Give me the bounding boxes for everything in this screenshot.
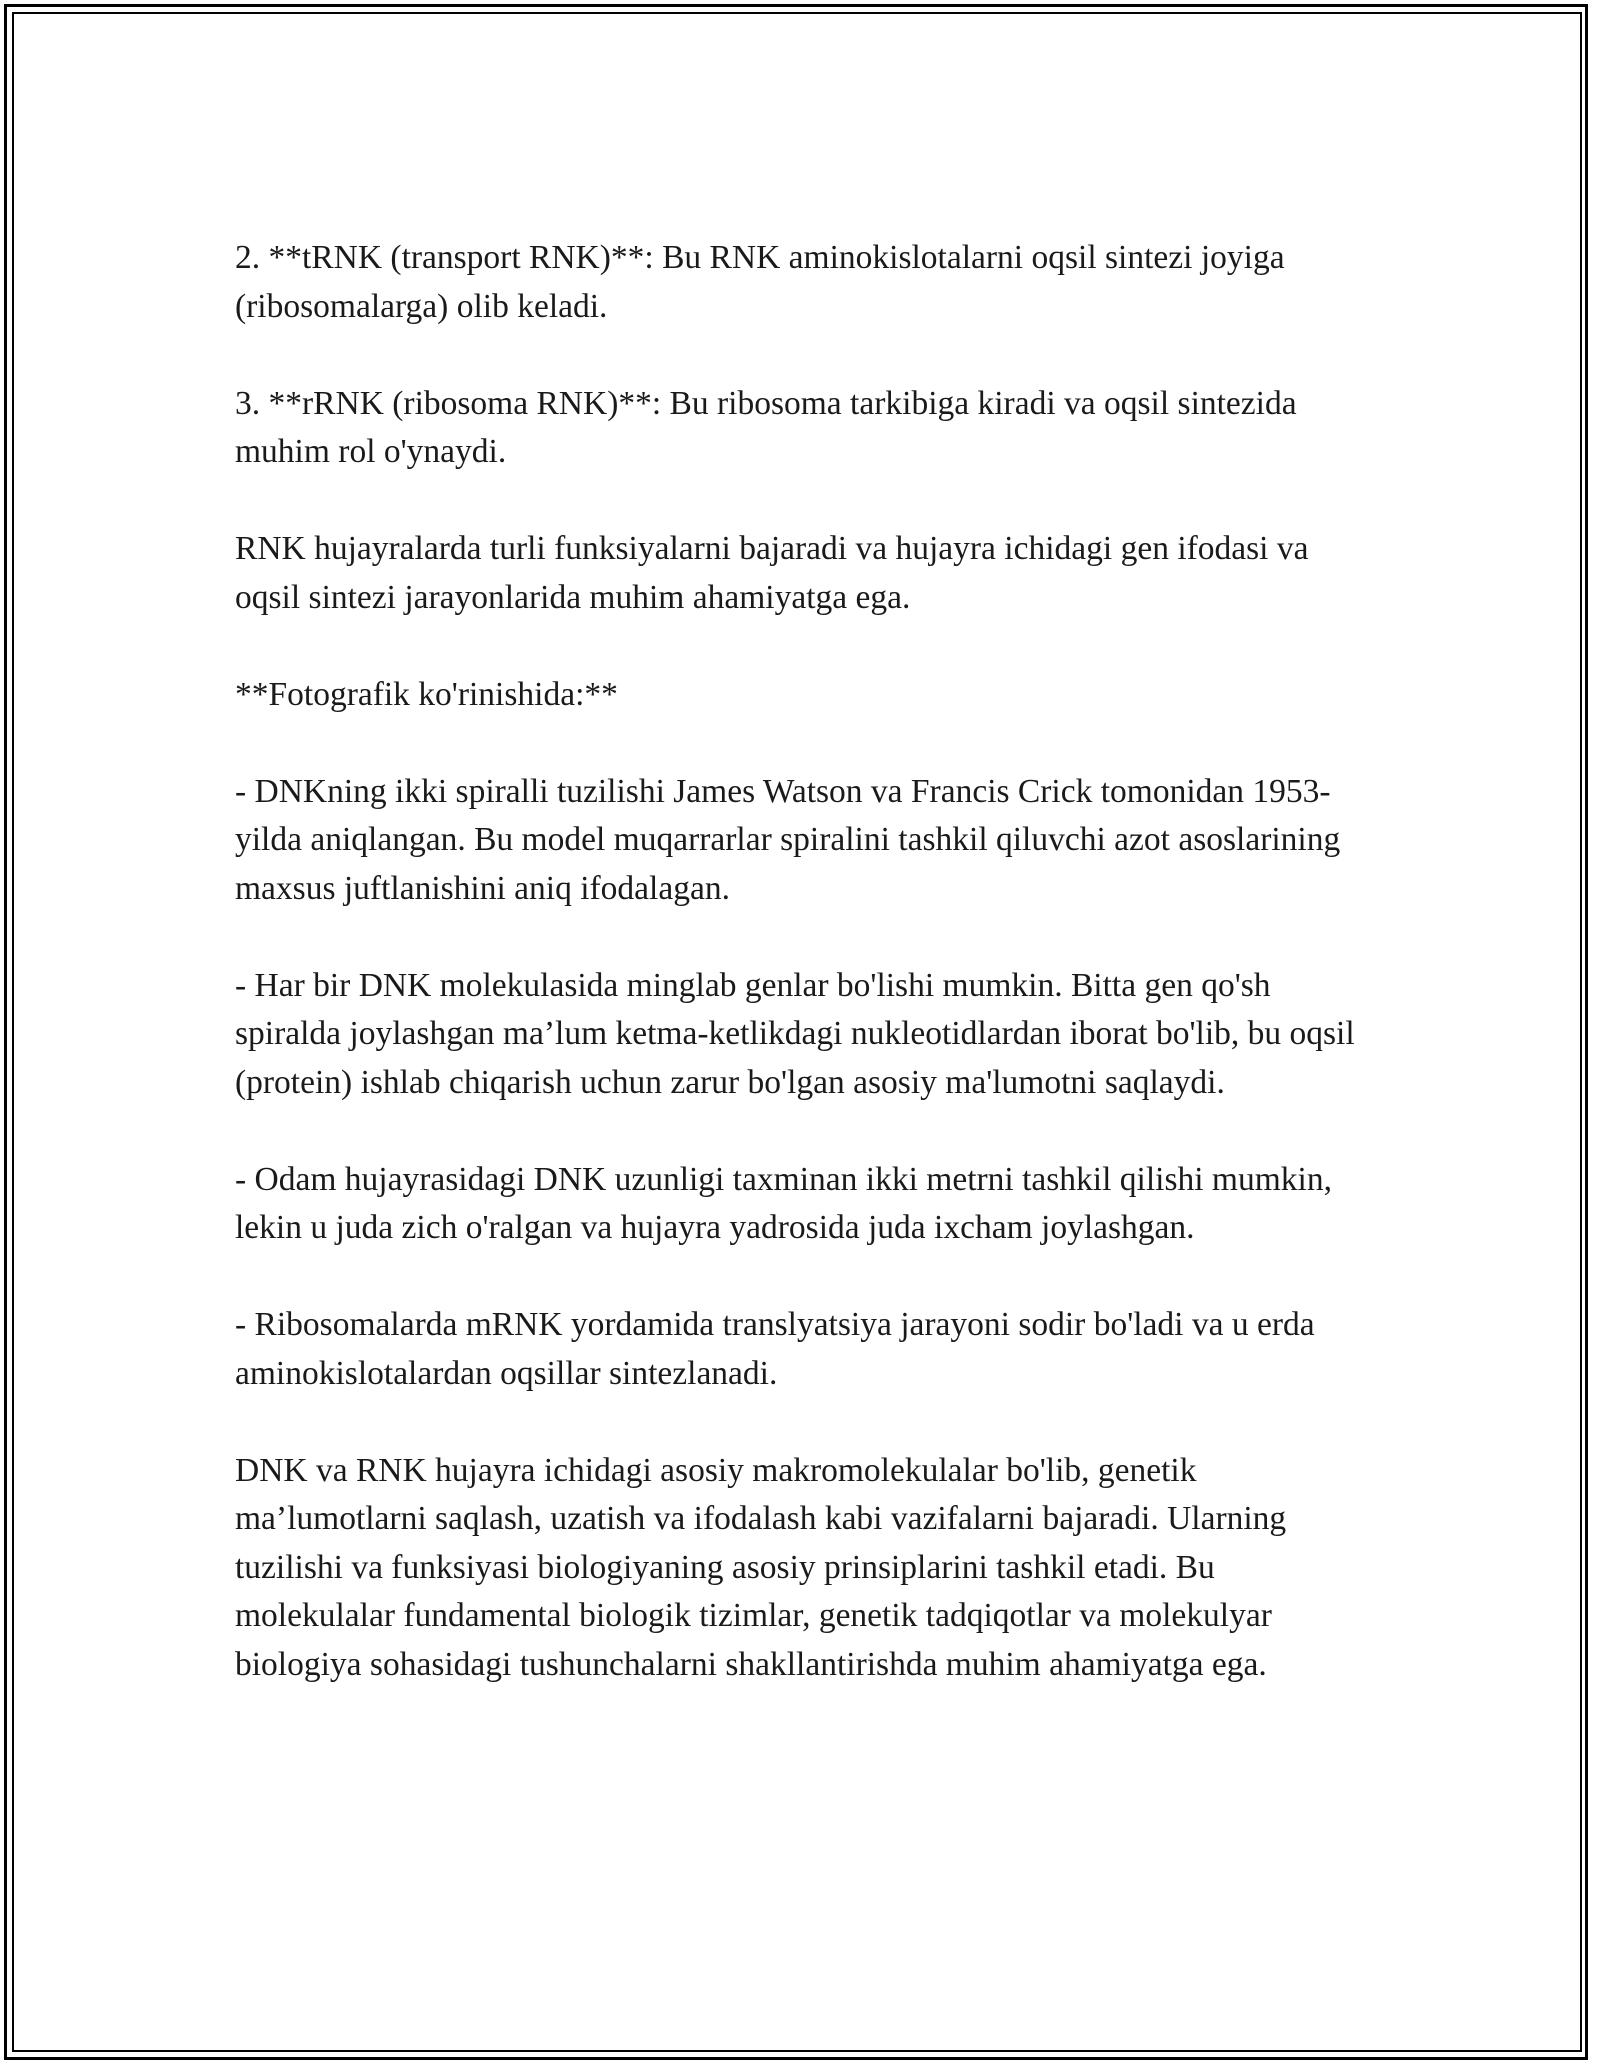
paragraph-dna-length: - Odam hujayrasidagi DNK uzunligi taxminan ikki metrni tashkil qilishi mumkin, lekin u juda zich o'ralgan va hujayra yadrosida juda ixcham joylashgan. — [235, 1160, 1332, 1246]
paragraph-ribosomes: - Ribosomalarda mRNK yordamida translyatsiya jarayoni sodir bo'ladi va u erda aminokislotalardan oqsillar sintezlanadi. — [235, 1306, 1315, 1392]
paragraph-genes: - Har bir DNK molekulasida minglab genlar bo'lishi mumkin. Bitta gen qo'sh spiralda joylashgan ma’lum ketma-ketlikdagi nukleotidlardan iborat bo'lib, bu oqsil (protein) ishlab chiqarish uchun zarur bo'lgan asosiy ma'lumotni saqlaydi. — [235, 966, 1355, 1101]
paragraph-rna-functions: RNK hujayralarda turli funksiyalarni bajaradi va hujayra ichidagi gen ifodasi va oqsil sintezi jarayonlarida muhim ahamiyatga ega. — [235, 530, 1309, 616]
paragraph-double-helix: - DNKning ikki spiralli tuzilishi James Watson va Francis Crick tomonidan 1953-yilda aniqlangan. Bu model muqarrarlar spiralini tashkil qiluvchi azot asoslarining maxsus juftlanishini aniq ifodalagan. — [235, 772, 1341, 907]
document-body — [235, 234, 1375, 1689]
paragraph-photographic-heading: **Fotografik ko'rinishida:** — [235, 675, 618, 713]
paragraph-trna: 2. **tRNK (transport RNK)**: Bu RNK aminokislotalarni oqsil sintezi joyiga (ribosomalarga) olib keladi. — [235, 239, 1285, 325]
paragraph-rrna: 3. **rRNK (ribosoma RNK)**: Bu ribosoma tarkibiga kiradi va oqsil sintezida muhim rol o'ynaydi. — [235, 384, 1297, 470]
paragraph-conclusion: DNK va RNK hujayra ichidagi asosiy makromolekulalar bo'lib, genetik ma’lumotlarni saqlash, uzatish va ifodalash kabi vazifalarni bajaradi. Ularning tuzilishi va funksiyasi biologiyaning asosiy prinsiplarini tashkil etadi. Bu molekulalar fundamental biologik tizimlar, genetik tadqiqotlar va molekulyar biologiya sohasidagi tushunchalarni shakllantirishda muhim ahamiyatga ega. — [235, 1451, 1287, 1683]
